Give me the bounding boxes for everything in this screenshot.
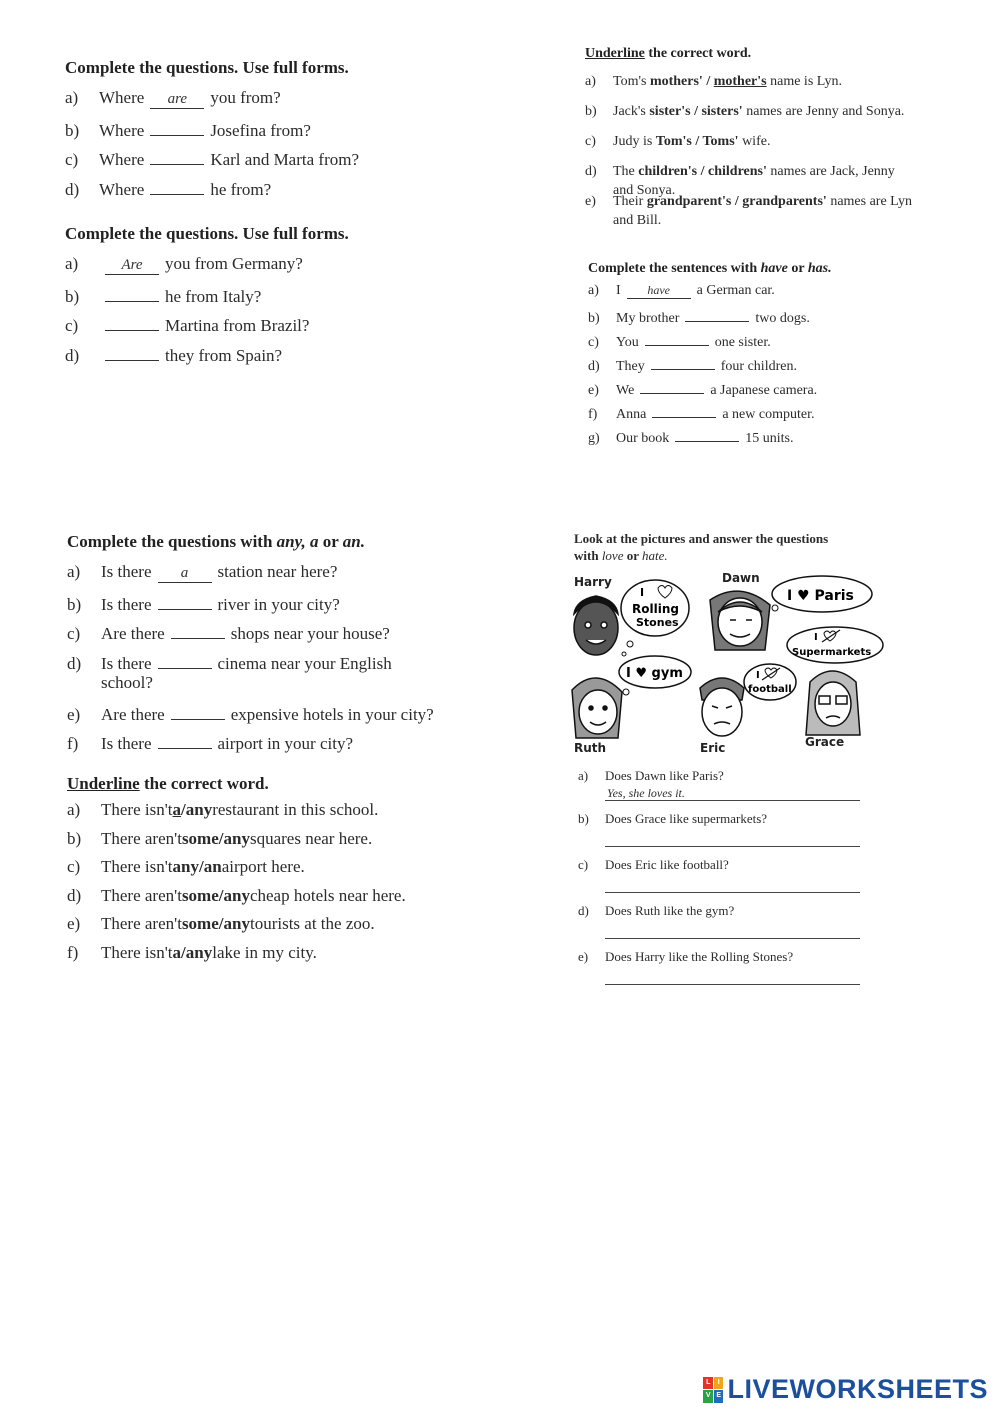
list-item: e) We a Japanese camera. (588, 379, 918, 403)
logo-badge-icon: L I V E (703, 1377, 723, 1403)
list-item-continuation: school? (101, 672, 153, 692)
answer-line[interactable] (605, 873, 860, 893)
section-1-heading: Complete the questions. Use full forms. (65, 58, 349, 77)
list-item: e) Their grandparent's / grandparents' names are Lyn and Bill. (585, 194, 912, 228)
dawn-face (710, 591, 770, 650)
list-item: b) There aren't some / any squares near here. (67, 828, 373, 848)
list-item: c) Martina from Brazil? (65, 313, 495, 343)
answer-line[interactable] (605, 965, 860, 985)
section-3 (585, 46, 945, 228)
grace-bubble-text: Supermarkets (792, 647, 872, 658)
option-2[interactable]: sisters' (701, 104, 743, 119)
answer-blank[interactable]: are (150, 91, 204, 109)
list-item: b) Where Josefina from? (65, 118, 495, 148)
section-6-heading: Underline the correct word. (67, 774, 269, 793)
list-item: f) Is there airport in your city? (67, 731, 507, 761)
answer-blank[interactable] (105, 284, 159, 302)
list-item: f) There isn't a / any lake in my city. (67, 942, 317, 962)
grace-bubble-i: I (814, 632, 818, 643)
section-5-heading: Complete the questions with any, a or an. (67, 532, 366, 551)
section-4 (588, 261, 918, 451)
list-item: g) Our book 15 units. (588, 427, 918, 451)
section-2 (65, 224, 495, 372)
answer-blank[interactable] (171, 621, 225, 639)
list-item: b) Jack's sister's / sisters' names are Jenny and Sonya. (585, 104, 905, 119)
section-4-heading: Complete the sentences with have or has. (588, 261, 832, 276)
answer-blank[interactable] (150, 177, 204, 195)
answer-blank[interactable] (150, 118, 204, 136)
list-item: b) My brother two dogs. (588, 307, 918, 331)
section-1 (65, 58, 495, 206)
list-item: a) Is there a station near here? (67, 562, 338, 581)
section-5 (67, 532, 507, 761)
cartoon-picture (560, 570, 890, 760)
option-1[interactable]: some (181, 885, 219, 905)
answer-blank[interactable] (105, 313, 159, 331)
harry-bubble-line1: Rolling (632, 602, 679, 616)
harry-bubble-i: I (640, 586, 645, 599)
option-1[interactable]: any (172, 857, 199, 876)
answer-line[interactable] (605, 919, 860, 939)
eric-face (700, 678, 744, 736)
list-item: c) You one sister. (588, 331, 918, 355)
answer-blank[interactable] (158, 731, 212, 749)
list-item: f) Anna a new computer. (588, 403, 918, 427)
option-2[interactable]: any (223, 885, 250, 905)
list-item: a) I have a German car. (588, 283, 775, 298)
name-ruth: Ruth (574, 741, 607, 755)
list-item: a) Does Dawn like Paris? Yes, she loves it. (578, 768, 898, 801)
harry-bubble-line2: Stones (636, 616, 679, 629)
list-item: d) They four children. (588, 355, 918, 379)
list-item: d) Where he from? (65, 177, 495, 207)
list-item: e) There aren't some / any tourists at the zoo. (67, 914, 375, 933)
list-item: a) Where are you from? (65, 88, 281, 107)
eric-bubble-text: football (748, 684, 792, 695)
dawn-bubble (772, 576, 872, 612)
answer-blank[interactable]: a (158, 565, 212, 583)
answer-blank[interactable] (171, 702, 225, 720)
section-3-heading: Underline the correct word. (585, 46, 752, 61)
list-item: b) Does Grace like supermarkets? (578, 811, 898, 847)
list-item: a) There isn't a / any restaurant in this school. (67, 800, 379, 819)
option-1[interactable]: a (172, 942, 182, 962)
name-eric: Eric (700, 741, 726, 755)
option-2[interactable]: grandparents' (742, 194, 827, 209)
option-1[interactable]: mothers' (649, 74, 703, 89)
grace-face (806, 671, 860, 735)
grace-bubble (787, 627, 883, 663)
list-item: c) Does Eric like football? (578, 857, 898, 893)
option-1[interactable]: some (181, 914, 219, 933)
answer-blank[interactable] (640, 379, 704, 394)
section-2-heading: Complete the questions. Use full forms. (65, 224, 349, 243)
answer-blank[interactable] (651, 355, 715, 370)
harry-face (574, 596, 618, 655)
section-6 (67, 774, 507, 971)
option-2[interactable]: childrens' (708, 164, 767, 179)
list-item: d) The children's / childrens' names are Jack, Jenny and Sonya. (585, 164, 895, 198)
option-2[interactable]: any (223, 828, 250, 848)
list-item: a) Tom's mothers' / mother's name is Lyn. (585, 74, 843, 89)
logo-text: LIVEWORKSHEETS (727, 1374, 988, 1404)
option-2[interactable]: any (185, 800, 213, 819)
list-item: d) There aren't some / any cheap hotels near here. (67, 885, 406, 905)
ruth-face (572, 678, 622, 738)
list-item: c) Are there shops near your house? (67, 621, 507, 651)
answer-blank[interactable] (158, 651, 212, 669)
eric-bubble-i: I (756, 670, 760, 681)
ruth-bubble (619, 656, 691, 695)
option-1[interactable]: Tom's (655, 134, 692, 149)
ruth-bubble-text: I ♥ gym (626, 666, 683, 681)
list-item: c) Judy is Tom's / Toms' wife. (585, 134, 771, 149)
name-harry: Harry (574, 575, 612, 589)
option-1[interactable]: grandparent's (646, 194, 732, 209)
liveworksheets-logo[interactable] (703, 1374, 988, 1405)
list-item: a) Are you from Germany? (65, 254, 303, 273)
list-item: b) Is there river in your city? (67, 592, 507, 622)
option-2[interactable]: any (223, 914, 250, 933)
answer-blank[interactable] (105, 343, 159, 361)
option-2[interactable]: Toms' (702, 134, 739, 149)
dawn-bubble-text: I ♥ Paris (787, 588, 854, 604)
answer-blank[interactable] (675, 427, 739, 442)
answer-blank[interactable]: have (627, 284, 691, 299)
option-2[interactable]: any (185, 942, 213, 962)
answer-blank[interactable] (685, 307, 749, 322)
list-item: e) Does Harry like the Rolling Stones? (578, 949, 898, 985)
answer-blank[interactable] (645, 331, 709, 346)
answer-blank[interactable] (158, 592, 212, 610)
option-1[interactable]: sister's (649, 104, 691, 119)
list-item: c) Where Karl and Marta from? (65, 147, 495, 177)
option-1[interactable]: children's (638, 164, 698, 179)
list-item: b) he from Italy? (65, 284, 495, 314)
list-item: d) they from Spain? (65, 343, 495, 373)
name-grace: Grace (805, 735, 845, 749)
answer-blank[interactable] (652, 403, 716, 418)
answer-line[interactable] (605, 827, 860, 847)
section-7-heading: Look at the pictures and answer the questions with love or hate. (574, 531, 829, 563)
option-1[interactable]: a (172, 800, 182, 819)
answer-blank[interactable]: Are (105, 257, 159, 275)
list-item: d) Is there cinema near your English (67, 651, 507, 673)
option-2[interactable]: mother's (713, 74, 767, 89)
eric-bubble (744, 664, 796, 700)
option-2[interactable]: an (203, 857, 222, 876)
answer-line[interactable]: Yes, she loves it. (605, 784, 860, 801)
option-1[interactable]: some (181, 828, 219, 848)
list-item: d) Does Ruth like the gym? (578, 903, 898, 939)
name-dawn: Dawn (722, 571, 760, 585)
list-item: e) Are there expensive hotels in your city? (67, 702, 507, 732)
harry-bubble (621, 580, 689, 656)
answer-blank[interactable] (150, 147, 204, 165)
list-item: c) There isn't any / an airport here. (67, 857, 305, 876)
section-7 (578, 768, 898, 995)
